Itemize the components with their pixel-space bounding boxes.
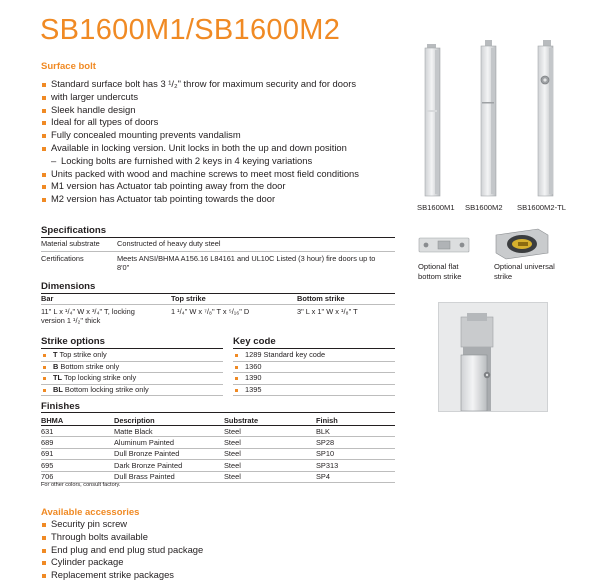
spec-label: Material substrate — [41, 239, 100, 248]
finishes-note: For other colors, consult factory. — [41, 482, 121, 488]
dimensions-heading: Dimensions — [41, 281, 96, 292]
dimension-value: 3" L x 1" W x ¹/₈" T — [297, 306, 358, 316]
section-subtitle: Surface bolt — [41, 61, 96, 72]
list-item: Sleek handle design — [41, 104, 411, 117]
flat-strike-caption: Optional flat bottom strike — [418, 262, 462, 281]
key-code-list — [233, 350, 395, 396]
divider — [233, 348, 395, 349]
list-item: Ideal for all types of doors — [41, 116, 411, 129]
table-cell: Steel — [224, 471, 316, 482]
strike-text: Top strike only — [59, 350, 107, 359]
installed-bolt-icon — [439, 303, 547, 411]
strike-text: Top locking strike only — [63, 373, 137, 383]
installed-bolt-photo — [438, 302, 548, 412]
column-header: BHMA — [41, 415, 114, 426]
list-item-text: with larger undercuts — [51, 90, 139, 102]
universal-strike-image — [492, 225, 552, 261]
table-row — [41, 437, 395, 448]
spec-label: Certifications — [41, 253, 84, 263]
table-row — [41, 460, 395, 471]
column-header: Substrate — [224, 415, 316, 426]
list-item: Available in locking version. Unit locks in both the up and down position — [41, 142, 411, 155]
table-cell: Dull Brass Painted — [114, 471, 224, 482]
list-item: – Locking bolts are furnished with 2 keys in 4 keying variations — [41, 155, 411, 168]
table-cell: Steel — [224, 460, 316, 471]
list-item: M2 version has Actuator tab pointing towards the door — [41, 193, 411, 206]
strike-options-list — [41, 350, 223, 396]
list-item: End plug and end plug stud package — [41, 544, 371, 557]
divider — [41, 348, 223, 349]
surface-bolt-images — [415, 38, 585, 200]
list-item — [41, 91, 411, 104]
list-item: M1 version has Actuator tab pointing away from the door — [41, 180, 411, 193]
key-code-heading: Key code — [233, 336, 276, 347]
list-item: Through bolts available — [41, 531, 371, 544]
bolt-sb1600m2-image — [481, 40, 496, 196]
strike-code: B — [53, 361, 59, 371]
table-cell: 691 — [41, 448, 114, 459]
bolt-sb1600m1-image — [425, 44, 440, 196]
table-cell: Steel — [224, 448, 316, 459]
table-cell: Matte Black — [114, 426, 224, 437]
table-cell: Dark Bronze Painted — [114, 460, 224, 471]
table-cell: 689 — [41, 437, 114, 448]
specifications-heading: Specifications — [41, 225, 107, 236]
list-item — [41, 350, 223, 362]
feature-list — [41, 78, 411, 206]
accessories-heading: Available accessories — [41, 507, 140, 518]
list-item — [41, 385, 223, 397]
product-label: SB1600M1 — [417, 203, 455, 212]
table-header-row — [41, 415, 395, 426]
table-cell: Aluminum Painted — [114, 437, 224, 448]
divider — [41, 237, 395, 238]
table-cell: SP10 — [316, 448, 395, 459]
table-cell: SP28 — [316, 437, 395, 448]
table-cell: SP4 — [316, 471, 395, 482]
strike-options-heading: Strike options — [41, 336, 105, 347]
list-item: 1395 — [233, 385, 395, 397]
bolt-sb1600m2-tl-image — [538, 40, 553, 196]
table-cell: BLK — [316, 426, 395, 437]
column-header: Description — [114, 415, 224, 426]
list-item: 1360 — [233, 362, 395, 374]
spec-row — [41, 239, 395, 273]
column-header: Top strike — [171, 294, 206, 303]
column-header: Finish — [316, 415, 395, 426]
list-item: Fully concealed mounting prevents vandalism — [41, 129, 411, 142]
spec-value: Meets ANSI/BHMA A156.16 L84161 and UL10C Listed (3 hour) fire doors up to 8'0" — [117, 253, 376, 273]
list-item: Units packed with wood and machine screws to meet most field conditions — [41, 168, 411, 181]
finishes-heading: Finishes — [41, 401, 80, 412]
table-row — [41, 426, 395, 437]
table-cell: 695 — [41, 460, 114, 471]
table-cell: 631 — [41, 426, 114, 437]
list-item: Replacement strike packages — [41, 569, 371, 582]
dimension-value: 11" L x ¹/₄" W x ³/₄" T, locking version 1 ¹/₂" thick — [41, 306, 135, 326]
strike-text: Bottom strike only — [60, 361, 120, 371]
column-header: Bar — [41, 294, 54, 303]
accessories-list — [41, 518, 371, 582]
product-label: SB1600M2-TL — [517, 203, 566, 212]
table-row — [41, 448, 395, 459]
list-item: 1390 — [233, 373, 395, 385]
dimensions-table — [41, 294, 395, 326]
table-cell: Steel — [224, 437, 316, 448]
finishes-table — [41, 415, 395, 483]
divider — [41, 412, 395, 413]
table-cell: Steel — [224, 426, 316, 437]
page-title: SB1600M1/SB1600M2 — [40, 14, 341, 46]
strike-code: T — [53, 350, 58, 359]
list-item: 1289 Standard key code — [233, 350, 395, 362]
column-header: Bottom strike — [297, 294, 345, 303]
strike-code: BL — [53, 384, 63, 394]
list-item: Standard surface bolt has 3 ¹/₂" throw for maximum security and for doors — [41, 78, 411, 91]
table-cell: 706 — [41, 471, 114, 482]
strike-code: TL — [53, 373, 63, 383]
list-item: Security pin screw — [41, 518, 371, 531]
table-cell: Dull Bronze Painted — [114, 448, 224, 459]
product-label: SB1600M2 — [465, 203, 503, 212]
strike-text: Bottom locking strike only — [64, 384, 149, 394]
table-row — [41, 471, 395, 482]
dimension-value: 1 ¹/₄" W x ⁷/₈" T x ⁵/₁₆" D — [171, 306, 250, 316]
universal-strike-caption: Optional universal strike — [494, 262, 555, 281]
list-item — [41, 373, 223, 385]
list-item — [41, 362, 223, 374]
flat-strike-image — [418, 236, 470, 254]
table-cell: SP313 — [316, 460, 395, 471]
list-item: Cylinder package — [41, 556, 371, 569]
spec-value: Constructed of heavy duty steel — [117, 239, 221, 248]
